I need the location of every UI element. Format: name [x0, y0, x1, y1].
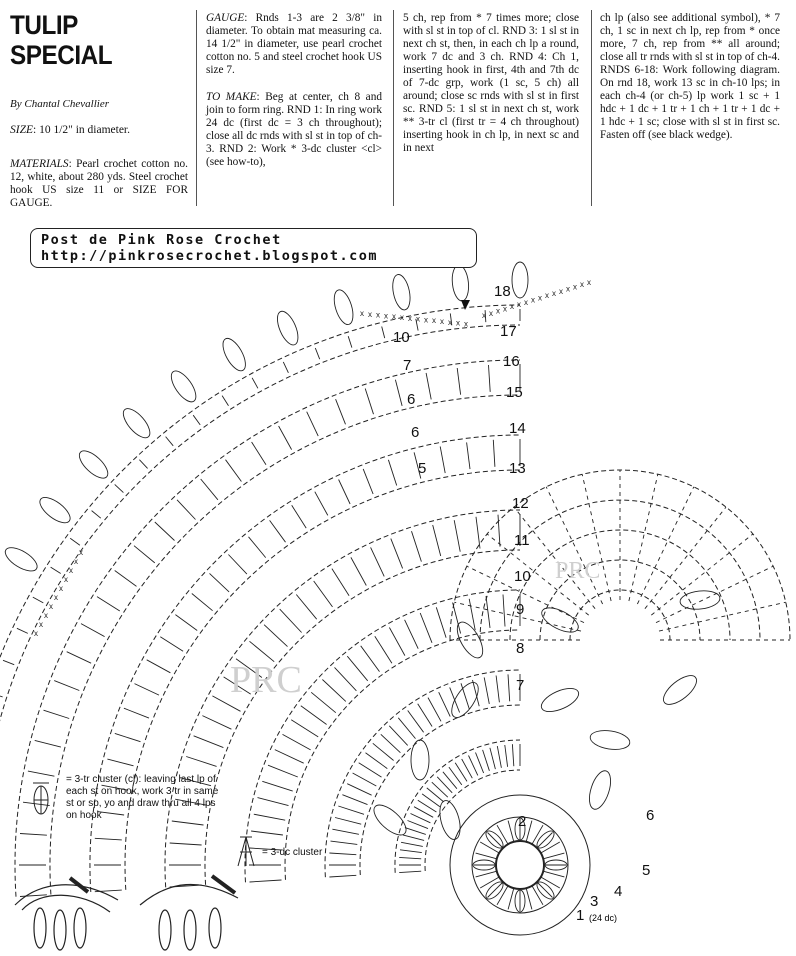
stitch-mark	[401, 842, 423, 846]
stitch-mark	[193, 415, 200, 425]
dc-stitch	[488, 833, 504, 849]
stitch-mark	[335, 667, 357, 690]
stitch-mark	[439, 692, 451, 716]
blog-url-link[interactable]: http://pinkrosecrochet.blogspot.com	[41, 248, 378, 264]
stitch-mark	[222, 396, 228, 406]
stitch-mark	[546, 487, 602, 604]
stitch-mark	[332, 569, 349, 596]
dc-stitch	[537, 833, 553, 849]
stitch-mark	[398, 718, 415, 739]
watermark: PRC	[555, 558, 601, 584]
how-to-illustration	[15, 876, 238, 950]
sc-mark: x	[368, 309, 372, 319]
stitch-mark	[339, 480, 351, 505]
round-number: 3	[590, 893, 599, 910]
stitch-mark	[505, 745, 508, 767]
stitch-mark	[20, 834, 47, 836]
round-number: 18	[494, 283, 511, 300]
stitch-mark	[391, 539, 403, 569]
stitch-mark	[400, 850, 422, 853]
source-banner: Post de Pink Rose Crochet http://pinkrosecrochet.blogspot.com	[30, 228, 477, 268]
sc-mark: x	[566, 284, 570, 294]
sc-mark: x	[545, 291, 549, 301]
stitch-mark	[202, 716, 231, 730]
stitch-mark	[70, 538, 80, 545]
dc-stitch	[526, 821, 532, 842]
sc-mark: x	[538, 293, 542, 303]
stitch-mark	[264, 625, 287, 647]
stitch-mark	[283, 362, 288, 373]
stitch-mark	[490, 748, 496, 769]
stitch-mark	[486, 596, 490, 628]
sc-mark: x	[503, 304, 507, 314]
stitch-mark	[44, 710, 70, 718]
stitch-mark	[226, 460, 242, 482]
sc-mark: x	[552, 289, 556, 298]
stitch-mark	[194, 736, 224, 748]
stitch-mark	[461, 683, 469, 709]
sc-mark: x	[448, 317, 452, 327]
sc-mark: x	[69, 566, 73, 575]
stitch-mark	[382, 327, 385, 339]
fasten-off-wedge	[461, 300, 470, 310]
stitch-mark	[97, 597, 120, 611]
stitch-mark	[659, 602, 786, 631]
edge-picot	[451, 264, 471, 301]
stitch-mark	[35, 740, 61, 747]
stitch-mark	[95, 838, 122, 840]
sc-mark: x	[79, 548, 83, 557]
round-arc	[510, 530, 730, 640]
sc-mark: x	[64, 575, 68, 584]
stitch-mark	[489, 365, 491, 392]
stitch-mark	[347, 656, 367, 681]
stitch-mark	[493, 440, 495, 467]
stitch-mark	[252, 442, 266, 465]
size-info: SIZE: 10 1/2" in diameter.	[10, 124, 130, 136]
stitch-mark	[651, 534, 753, 615]
round-number: 13	[509, 460, 526, 477]
stitch-mark	[28, 771, 55, 776]
stitch-mark	[432, 782, 448, 797]
stitch-mark	[170, 843, 202, 845]
stitch-mark	[347, 784, 371, 796]
stitch-mark	[440, 447, 445, 474]
sc-mark: x	[34, 629, 38, 638]
stitch-mark	[139, 460, 147, 469]
stitch-mark	[436, 607, 446, 637]
sc-mark: x	[456, 318, 460, 328]
stitch-mark	[301, 706, 327, 725]
stitch-mark	[629, 474, 658, 601]
stitch-mark	[115, 571, 137, 587]
stitch-mark	[268, 765, 298, 777]
tulip-leaf	[538, 684, 582, 717]
stitch-mark	[428, 698, 441, 722]
stitch-mark	[437, 777, 452, 793]
stitch-mark	[166, 437, 174, 446]
stitch-mark	[249, 537, 266, 558]
dc-stitch	[537, 882, 553, 898]
stitch-mark	[395, 380, 402, 406]
stitch-mark	[418, 704, 432, 727]
stitch-mark	[280, 609, 302, 632]
stitch-mark	[250, 880, 282, 882]
tulip-leaf	[369, 800, 411, 840]
stitch-mark	[115, 484, 124, 492]
edge-picot	[36, 493, 74, 528]
sc-mark: x	[559, 286, 563, 296]
stitch-mark	[348, 336, 352, 347]
instructions-column-2: 5 ch, rep from * 7 times more; close with sl st in top of cl. RND 3: 1 sl st in next ch st, then, in each ch lp a round, work 7 dc and 3 ch. RND 4: Ch 1, inserting hook in first, 4th and 7th dc of 7-dc grp, work (1 sc, 5 ch) all around; close sc rnds with sl st in first sc. RND 5: 1 sl st in next ch st, work ** 3-tr cl (first tr = 4 ch throughout) inserting hook in ch lp, in next sc and in next	[403, 12, 579, 154]
sc-mark: x	[384, 311, 388, 321]
stitch-mark	[335, 818, 361, 825]
stitch-mark	[512, 744, 513, 766]
stitch-mark	[389, 628, 405, 656]
sc-mark: x	[376, 310, 380, 320]
stitch-count-note: (24 dc)	[589, 913, 618, 923]
stitch-mark	[359, 763, 382, 777]
stitch-mark	[17, 628, 28, 633]
stitch-mark	[291, 720, 318, 737]
sc-mark: x	[39, 620, 43, 629]
sc-mark: x	[54, 593, 58, 602]
edge-picot	[167, 367, 201, 406]
stitch-mark	[311, 692, 336, 712]
round-number: 7	[516, 677, 525, 694]
sc-mark: x	[573, 282, 577, 292]
stitch-mark	[275, 750, 304, 764]
stitch-mark	[371, 547, 385, 576]
stitch-mark	[405, 828, 426, 835]
stitch-mark	[270, 520, 286, 542]
sc-mark: x	[510, 302, 514, 312]
tulip-leaf	[411, 740, 429, 780]
stitch-mark	[51, 567, 61, 573]
stitch-mark	[115, 733, 141, 741]
dc-stitch	[526, 888, 532, 909]
stitch-mark	[411, 814, 431, 823]
instructions-column-1: GAUGE: Rnds 1-3 are 2 3/8" in diameter. To obtain mat measuring ca. 14 1/2" in diameter, use pearl crochet cotton no. 5 and steel crochet hook US size 7. TO MAKE: Beg at center, ch 8 and join to form ring. RND 1: In ring work 24 dc (first dc = 3 ch throughout); close all dc rnds with sl st in top of ch-3. RND 2: Work * 3-dc cluster <cl> (see how-to),	[206, 12, 382, 168]
stitch-mark	[403, 835, 424, 841]
stitch-mark	[408, 821, 429, 829]
round-number: 8	[516, 640, 525, 657]
edge-picot	[2, 543, 41, 575]
stitch-mark	[23, 802, 50, 805]
dc-cluster-symbol	[238, 837, 254, 866]
round-number: 5	[418, 460, 427, 477]
stitch-mark	[81, 624, 105, 637]
sc-mark: x	[587, 278, 591, 287]
sc-mark: x	[400, 313, 404, 322]
materials-info: MATERIALS: Pearl crochet cotton no. 12, white, about 280 yds. Steel crochet hook US size 11 or SIZE FOR GAUGE.	[10, 158, 188, 209]
round-number: 6	[407, 391, 416, 408]
watermark: PRC	[230, 659, 302, 701]
round-number: 17	[500, 323, 517, 340]
tr-cluster-symbol	[33, 783, 49, 814]
stitch-mark	[67, 652, 91, 664]
sc-mark: x	[464, 319, 468, 329]
tulip-leaf	[585, 768, 614, 812]
stitch-mark	[54, 681, 79, 691]
round-number: 14	[509, 420, 526, 437]
stitch-mark	[467, 442, 470, 469]
stitch-mark	[498, 515, 500, 547]
stitch-mark	[476, 517, 480, 549]
stitch-mark	[375, 636, 392, 663]
dc-stitch	[476, 853, 497, 859]
sc-mark: x	[74, 557, 78, 566]
center-ring	[496, 841, 544, 889]
sc-mark: x	[432, 316, 436, 326]
stitch-mark	[496, 676, 499, 703]
round-number: 1	[576, 907, 585, 924]
stitch-mark	[251, 831, 283, 835]
stitch-mark	[160, 637, 183, 652]
stitch-mark	[124, 708, 149, 718]
sc-mark: x	[440, 317, 444, 326]
stitch-mark	[307, 412, 319, 436]
sc-mark: x	[482, 311, 486, 320]
round-number: 9	[516, 601, 525, 618]
edge-picot	[75, 446, 112, 482]
dc-stitch	[476, 871, 497, 877]
instructions-column-3: ch lp (also see additional symbol), * 7 ch, 1 sc in next ch lp, rep from * once more, 7 ch, rep from ** all around; close all tr rnds with sl st in top of ch-4. RNDS 6-18: Work following diagram. On rnd 18, work 13 sc in ch-10 lps; in each ch-4 (or ch-5) lp work 1 sc + 1 hdc + 1 dc + 1 tr + 1 ch + 1 tr + 1 dc + 1 hdc + 1 sc; close with sl st in first sc. Fasten off (see black wedge).	[600, 12, 780, 141]
stitch-mark	[637, 487, 693, 604]
stitch-mark	[342, 795, 367, 805]
stitch-mark	[656, 566, 773, 622]
dc-stitch	[543, 871, 564, 877]
stitch-mark	[453, 603, 461, 634]
sc-mark: x	[44, 611, 48, 620]
sc-mark: x	[531, 295, 535, 305]
edge-picot	[390, 273, 413, 311]
stitch-mark	[331, 841, 358, 844]
tulip-leaf	[436, 798, 464, 841]
stitch-mark	[228, 555, 247, 575]
edge-picot	[119, 404, 155, 442]
stitch-mark	[107, 759, 133, 766]
stitch-mark	[210, 573, 230, 592]
round-number: 15	[506, 384, 523, 401]
stitch-mark	[175, 615, 197, 631]
sc-mark: x	[416, 314, 420, 324]
stitch-mark	[134, 546, 155, 563]
edge-picot	[273, 308, 302, 347]
stitch-mark	[332, 829, 359, 834]
sc-mark: x	[424, 315, 428, 325]
stitch-mark	[329, 875, 356, 877]
stitch-mark	[408, 711, 424, 733]
stitch-mark	[412, 531, 422, 561]
stitch-mark	[329, 853, 356, 855]
round-number: 2	[518, 813, 527, 830]
stitch-mark	[147, 660, 171, 673]
sc-mark: x	[59, 584, 63, 593]
stitch-mark	[443, 772, 457, 789]
edge-picot	[218, 335, 250, 374]
dc-stitch	[488, 882, 504, 898]
stitch-mark	[315, 348, 319, 359]
stitch-mark	[388, 460, 396, 486]
tulip-leaf	[589, 728, 631, 752]
stitch-mark	[508, 674, 510, 701]
dc-stitch	[508, 821, 514, 842]
stitch-mark	[363, 469, 373, 494]
sc-mark: x	[489, 308, 493, 318]
round-number: 5	[642, 862, 651, 879]
tulip-leaf	[679, 589, 721, 611]
round-number: 11	[514, 532, 530, 549]
stitch-mark	[279, 426, 292, 450]
stitch-mark	[427, 788, 444, 802]
tulip-leaf	[659, 670, 701, 709]
stitch-mark	[503, 595, 505, 627]
stitch-mark	[476, 753, 484, 774]
stitch-mark	[201, 479, 218, 500]
stitch-mark	[469, 756, 478, 776]
stitch-mark	[314, 581, 333, 607]
stitch-mark	[484, 677, 489, 704]
stitch-mark	[373, 743, 394, 760]
round-number: 12	[512, 495, 529, 512]
round-number: 4	[614, 883, 623, 900]
stitch-mark	[155, 522, 175, 541]
stitch-mark	[192, 594, 213, 611]
tulip-leaf	[538, 603, 582, 637]
stitch-mark	[351, 557, 366, 585]
stitch-mark	[426, 373, 431, 400]
pattern-title: TULIP SPECIAL	[10, 10, 113, 70]
round-arc	[395, 740, 520, 873]
legend-tr-cluster: = 3-tr cluster (cl): leaving last lp of each st on hook, work 3 tr in same st or sp, yo and draw thru all 4 lps on hook	[66, 774, 219, 821]
sc-mark: x	[517, 300, 521, 309]
stitch-mark	[315, 492, 328, 516]
sc-mark: x	[49, 602, 53, 611]
byline: By Chantal Chevallier	[10, 98, 109, 110]
round-number: 16	[503, 353, 520, 370]
stitch-mark	[135, 684, 160, 696]
stitch-mark	[92, 511, 101, 519]
stitch-mark	[381, 734, 401, 752]
stitch-mark	[0, 693, 3, 697]
stitch-mark	[292, 505, 307, 528]
stitch-mark	[405, 620, 419, 649]
stitch-mark	[454, 520, 460, 552]
stitch-mark	[336, 399, 346, 424]
stitch-mark	[254, 814, 285, 820]
stitch-mark	[296, 595, 316, 620]
stitch-mark	[361, 646, 380, 672]
round-arc	[90, 435, 520, 892]
sc-mark: x	[580, 280, 584, 290]
dc-stitch	[508, 888, 514, 909]
edge-picot	[512, 262, 528, 298]
sc-mark: x	[496, 306, 500, 316]
stitch-mark	[399, 871, 421, 872]
sc-mark: x	[524, 297, 528, 307]
stitch-mark	[389, 726, 407, 746]
stitch-mark	[322, 680, 345, 702]
stitch-mark	[3, 660, 14, 664]
stitch-mark	[399, 857, 421, 858]
round-number: 6	[646, 807, 655, 824]
round-number: 10	[393, 329, 410, 346]
stitch-mark	[420, 613, 432, 643]
round-number: 10	[514, 568, 531, 585]
edge-picot	[331, 288, 357, 327]
stitch-mark	[497, 746, 501, 768]
stitch-mark	[177, 500, 196, 520]
stitch-mark	[258, 798, 289, 806]
round-number: 7	[403, 357, 412, 374]
stitch-mark	[262, 781, 292, 791]
stitch-mark	[338, 806, 364, 814]
stitch-mark	[366, 753, 388, 769]
stitch-mark	[252, 378, 258, 389]
round-number: 6	[411, 424, 420, 441]
stitch-mark	[433, 525, 441, 556]
dc-stitch	[543, 853, 564, 859]
stitch-mark	[33, 597, 44, 603]
sc-mark: x	[360, 309, 364, 318]
stitch-mark	[365, 389, 373, 415]
stitch-mark	[483, 750, 490, 771]
stitch-mark	[20, 895, 47, 897]
stitch-mark	[186, 757, 216, 767]
sc-mark: x	[392, 312, 396, 322]
stitch-mark	[283, 734, 311, 750]
stitch-mark	[353, 773, 377, 786]
legend-dc-cluster: = 3-dc cluster	[262, 847, 323, 858]
stitch-mark	[457, 368, 460, 395]
sc-mark: x	[408, 313, 412, 323]
